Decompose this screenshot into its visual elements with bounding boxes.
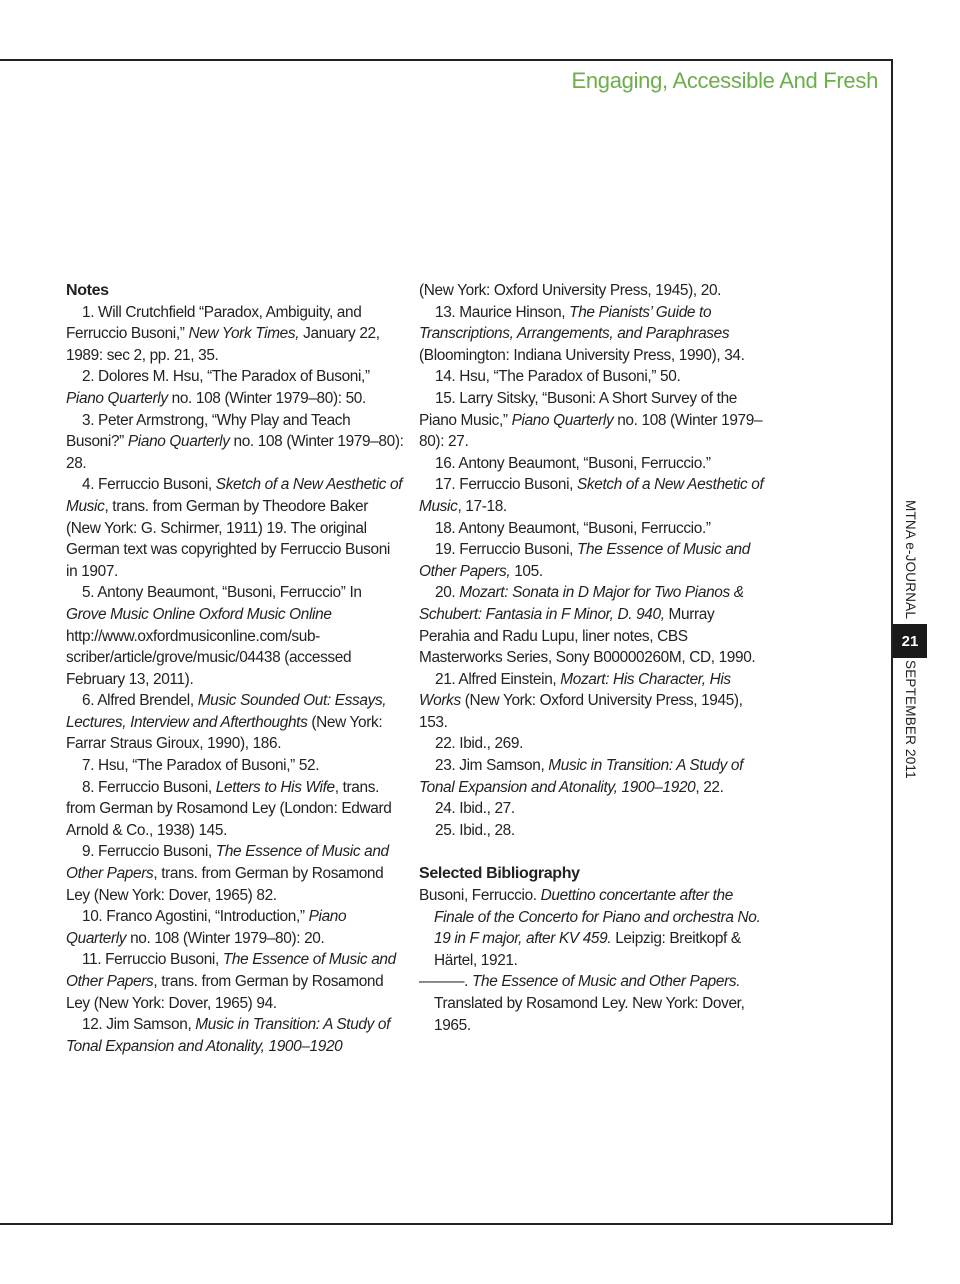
note-19: 19. Ferruccio Busoni, The Essence of Music and Other Papers, 105. xyxy=(419,541,750,580)
frame-bottom-rule xyxy=(0,1223,893,1225)
note-13: 13. Maurice Hinson, The Pianists’ Guide to Transcriptions, Arrangements, and Paraphrases (Bloomington: Indiana University Press, 1990), 34. xyxy=(419,303,745,364)
frame-top-rule xyxy=(0,59,893,61)
note-14: 14. Hsu, “The Paradox of Busoni,” 50. xyxy=(435,368,681,386)
note-9: 9. Ferruccio Busoni, The Essence of Music and Other Papers, trans. from German by Rosamond Ley (New York: Dover, 1965) 82. xyxy=(66,843,389,904)
note-6: 6. Alfred Brendel, Music Sounded Out: Essays, Lectures, Interview and Afterthoughts (New York: Farrar Straus Giroux, 1990), 186. xyxy=(66,692,387,753)
note-7: 7. Hsu, “The Paradox of Busoni,” 52. xyxy=(82,757,320,775)
note-2: 2. Dolores M. Hsu, “The Paradox of Busoni,” Piano Quarterly no. 108 (Winter 1979–80): 50. xyxy=(66,368,370,407)
bibliography-heading: Selected Bibliography xyxy=(419,865,580,883)
note-12-continued: (New York: Oxford University Press, 1945), 20. xyxy=(419,282,722,299)
note-4: 4. Ferruccio Busoni, Sketch of a New Aesthetic of Music, trans. from German by Theodore Baker (New York: G. Schirmer, 1911) 19. The original German text was copyrighted by Ferruccio Busoni in 1907. xyxy=(66,476,403,580)
note-11: 11. Ferruccio Busoni, The Essence of Music and Other Papers, trans. from German by Rosamond Ley (New York: Dover, 1965) 94. xyxy=(66,951,396,1012)
journal-name: MTNA e-JOURNAL xyxy=(903,500,918,620)
bib-entry-1: Busoni, Ferruccio. Duettino concertante after the Finale of the Concerto for Piano and orchestra No. 19 in F major, after KV 459. Leipzig: Breitkopf & Härtel, 1921. xyxy=(419,887,761,969)
note-8: 8. Ferruccio Busoni, Letters to His Wife, trans. from German by Rosamond Ley (London: Edward Arnold & Co., 1938) 145. xyxy=(66,778,392,839)
note-12: 12. Jim Samson, Music in Transition: A Study of Tonal Expansion and Atonality, 1900–1920 xyxy=(66,1016,391,1055)
section-gap xyxy=(419,841,764,863)
note-25: 25. Ibid., 28. xyxy=(435,821,515,839)
page-number: 21 xyxy=(893,624,927,658)
note-3: 3. Peter Armstrong, “Why Play and Teach Busoni?” Piano Quarterly no. 108 (Winter 1979–80): 28. xyxy=(66,411,404,472)
notes-heading: Notes xyxy=(66,282,109,299)
note-24: 24. Ibid., 27. xyxy=(435,800,515,818)
notes-column-left xyxy=(66,280,404,1057)
note-20: 20. Mozart: Sonata in D Major for Two Pianos & Schubert: Fantasia in F Minor, D. 940, Murray Perahia and Radu Lupu, liner notes, CBS Masterworks Series, Sony B00000260M, CD, 1990. xyxy=(419,584,756,667)
note-21: 21. Alfred Einstein, Mozart: His Character, His Works (New York: Oxford University Press, 1945), 153. xyxy=(419,670,743,731)
bib-entry-2: ———. The Essence of Music and Other Papers. Translated by Rosamond Ley. New York: Dover, 1965. xyxy=(419,973,745,1034)
note-23: 23. Jim Samson, Music in Transition: A Study of Tonal Expansion and Atonality, 1900–1920, 22. xyxy=(419,757,744,796)
note-16: 16. Antony Beaumont, “Busoni, Ferruccio.” xyxy=(435,454,711,472)
running-header: Engaging, Accessible And Fresh xyxy=(571,68,878,93)
note-1: 1. Will Crutchfield “Paradox, Ambiguity, and Ferruccio Busoni,” New York Times, January 22, 1989: sec 2, pp. 21, 35. xyxy=(66,303,380,364)
notes-column-right xyxy=(419,280,764,1036)
issue-date-vertical xyxy=(893,660,927,780)
note-22: 22. Ibid., 269. xyxy=(435,735,524,753)
note-18: 18. Antony Beaumont, “Busoni, Ferruccio.” xyxy=(435,519,711,537)
note-5: 5. Antony Beaumont, “Busoni, Ferruccio” In Grove Music Online Oxford Music Online http://www.oxfordmusiconline.com/sub-scriber/article/grove/music/04438 (accessed February 13, 2011). xyxy=(66,584,362,688)
note-10: 10. Franco Agostini, “Introduction,” Piano Quarterly no. 108 (Winter 1979–80): 20. xyxy=(66,908,347,947)
sidebar-tab xyxy=(893,500,927,780)
note-17: 17. Ferruccio Busoni, Sketch of a New Aesthetic of Music, 17-18. xyxy=(419,476,764,515)
note-15: 15. Larry Sitsky, “Busoni: A Short Survey of the Piano Music,” Piano Quarterly no. 108 (Winter 1979–80): 27. xyxy=(419,389,763,451)
journal-name-vertical xyxy=(893,500,927,624)
issue-date: SEPTEMBER 2011 xyxy=(903,660,918,779)
